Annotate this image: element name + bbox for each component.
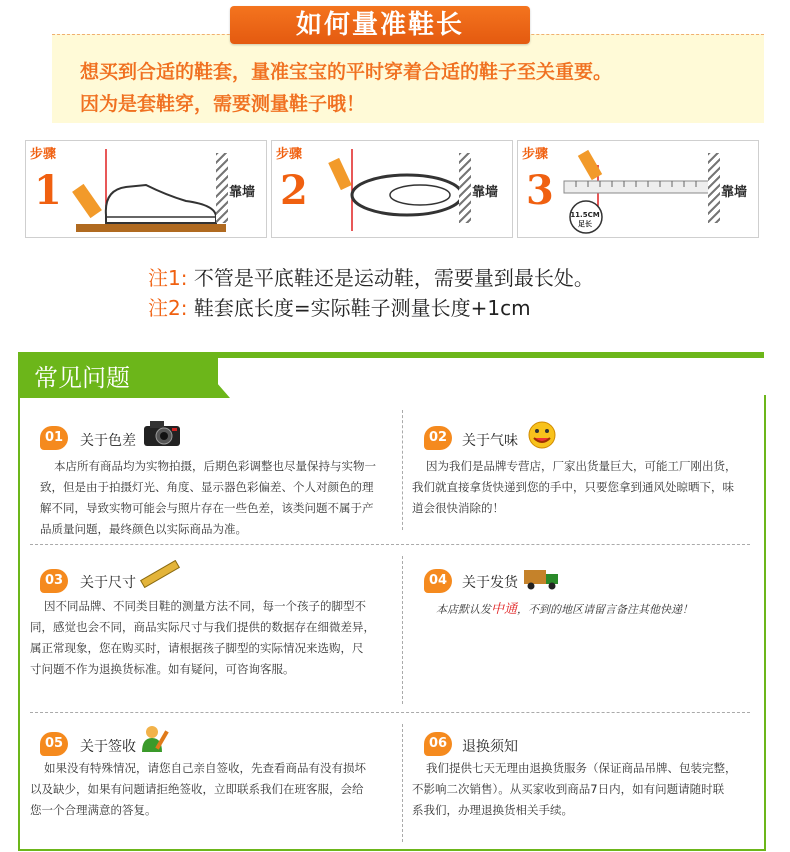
person-pen-icon — [138, 724, 178, 754]
faq-body-05 — [30, 758, 396, 821]
camera-icon — [142, 418, 182, 448]
faq-line: 我们就直接拿货快递到您的手中，只要您拿到通风处晾晒下，味 — [412, 480, 734, 494]
faq-line: 解不同，导致实物可能会与照片存在一些色差，该类问题不属于产 — [40, 501, 374, 515]
faq-line: 致，但是由于拍摄灯光、角度、显示器色彩偏差、个人对颜色的理 — [40, 480, 374, 494]
step-label: 步骤 — [522, 147, 549, 162]
faq-body-06 — [412, 758, 758, 821]
faq-line: 您一个合理满意的答复。 — [30, 803, 157, 817]
faq-badge-03: 03 — [40, 569, 68, 593]
faq-title-06: 退换须知 — [462, 739, 518, 755]
faq-body-03 — [30, 596, 396, 680]
faq-line: 系我们，办理退换货相关手续。 — [412, 803, 573, 817]
step-1-panel — [25, 140, 267, 238]
faq-line: 寸问题不作为退换货标准。如有疑问，可咨询客服。 — [30, 662, 295, 676]
wall-hatch — [216, 153, 228, 223]
faq-title-05: 关于签收 — [80, 739, 136, 755]
page-title: 如何量准鞋长 — [230, 6, 530, 44]
faq-title-02: 关于气味 — [462, 433, 518, 449]
step-number: 1 — [34, 167, 62, 214]
note-text: 不管是平底鞋还是运动鞋，需要量到最长处。 — [193, 266, 594, 290]
ruler-icon — [140, 560, 180, 590]
intro-line-2: 因为是套鞋穿，需要测量鞋子哦！ — [80, 93, 366, 115]
shipping-suffix: ，不到的地区请留言备注其他快递！ — [517, 603, 694, 616]
note-text: 鞋套底长度=实际鞋子测量长度+1cm — [193, 296, 531, 320]
faq-line: 品质量问题，最终颜色以实际商品为准。 — [40, 522, 247, 536]
faq-badge-05: 05 — [40, 732, 68, 756]
wall-label: 靠墙 — [721, 185, 748, 200]
step-2-panel — [271, 140, 513, 238]
faq-title-01: 关于色差 — [80, 433, 136, 449]
step-number: 2 — [280, 167, 308, 214]
note-key: 注2: — [148, 296, 188, 320]
ruler-tag-label: 足长 — [578, 220, 592, 228]
faq-badge-01: 01 — [40, 426, 68, 450]
smiley-icon — [524, 420, 564, 450]
intro-box — [52, 34, 764, 123]
step-label: 步骤 — [30, 147, 57, 162]
faq-line: 我们提供七天无理由退换货服务（保证商品吊牌、包装完整， — [426, 761, 737, 775]
step-label: 步骤 — [276, 147, 303, 162]
faq-line: 属正常现象，您在购买时，请根据孩子脚型的实际情况来选购，尺 — [30, 641, 364, 655]
ruler-tag-value: 11.5CM — [570, 211, 600, 219]
faq-line: 如果没有特殊情况，请您自己亲自签收，先查看商品有没有损坏 — [44, 761, 366, 775]
divider — [30, 544, 750, 545]
note-key: 注1: — [148, 266, 188, 290]
step-number: 3 — [526, 167, 554, 214]
divider — [402, 410, 403, 530]
wall-label: 靠墙 — [229, 185, 256, 200]
shoe-side-icon — [66, 145, 226, 235]
shipping-prefix: 本店默认发 — [436, 603, 491, 616]
faq-badge-02: 02 — [424, 426, 452, 450]
faq-line: 因不同品牌、不同类目鞋的测量方法不同，每一个孩子的脚型不 — [44, 599, 366, 613]
intro-line-1: 想买到合适的鞋套，量准宝宝的平时穿着合适的鞋子至关重要。 — [80, 61, 613, 83]
shipping-carrier: 中通 — [491, 602, 518, 617]
note-2 — [148, 292, 531, 321]
divider — [402, 724, 403, 842]
faq-line: 因为我们是品牌专营店，厂家出货量巨大，可能工厂刚出货， — [426, 459, 737, 473]
note-1 — [148, 262, 594, 291]
wall-label: 靠墙 — [472, 185, 499, 200]
faq-line: 本店所有商品均为实物拍摄，后期色彩调整也尽量保持与实物一 — [54, 459, 376, 473]
faq-body-02 — [412, 456, 756, 519]
faq-title: 常见问题 — [34, 364, 130, 392]
faq-title-03: 关于尺寸 — [80, 575, 136, 591]
wall-hatch — [708, 153, 720, 223]
divider — [402, 556, 403, 704]
faq-title-04: 关于发货 — [462, 575, 518, 591]
truck-icon — [522, 562, 562, 592]
step-3-panel — [517, 140, 759, 238]
faq-line: 同，感觉也会不同，商品实际尺寸与我们提供的数据存在细微差异， — [30, 620, 375, 634]
wall-hatch — [459, 153, 471, 223]
faq-line: 道会很快消除的！ — [412, 501, 504, 515]
faq-line: 不影响二次销售）。从买家收到商品7日内，如有问题请随时联 — [412, 782, 725, 796]
faq-body-01 — [40, 456, 400, 540]
shoe-top-icon — [312, 145, 472, 235]
faq-badge-06: 06 — [424, 732, 452, 756]
faq-badge-04: 04 — [424, 569, 452, 593]
divider — [30, 712, 750, 713]
ruler-tag — [570, 211, 600, 229]
shipping-note — [436, 598, 693, 617]
faq-line: 以及缺少，如果有问题请拒绝签收，立即联系我们在班客服，会给 — [30, 782, 364, 796]
